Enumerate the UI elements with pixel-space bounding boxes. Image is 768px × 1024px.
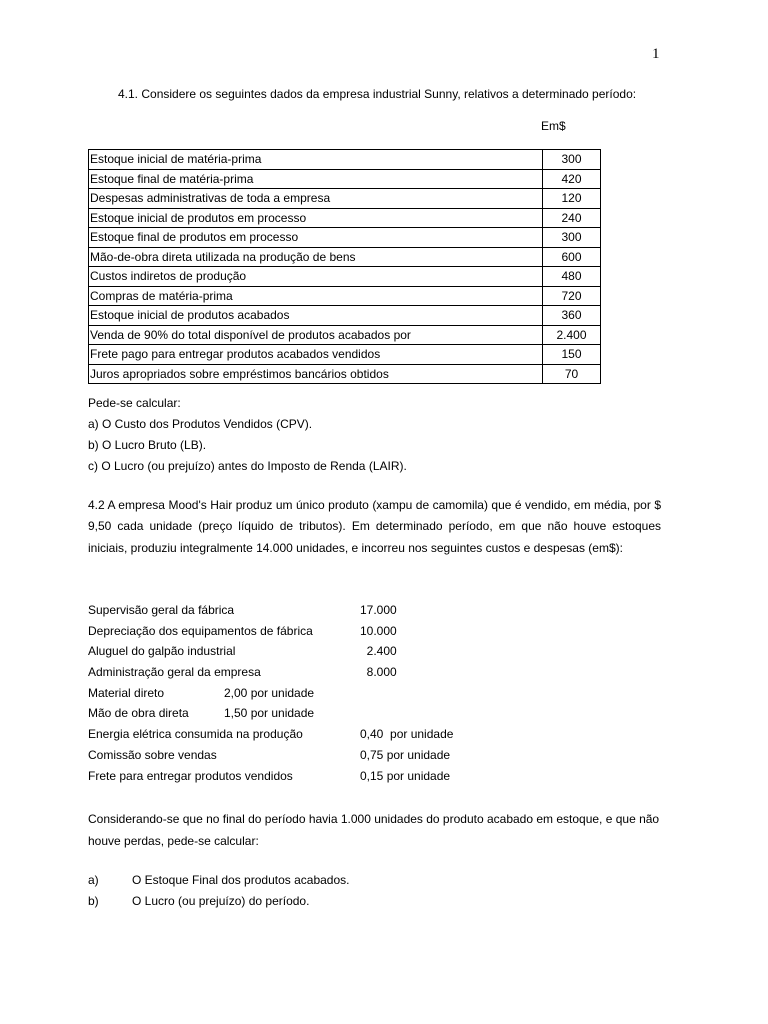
row-label: Custos indiretos de produção — [89, 267, 543, 287]
exercise-2-conclusion: Considerando-se que no final do período havia 1.000 unidades do produto acabado em estoque, e que não houve perdas, pede-se calcular: — [88, 812, 660, 848]
exercise-1-intro-text: 4.1. Considere os seguintes dados da empresa industrial Sunny, relativos a determinado período: — [118, 87, 637, 101]
row-label: Estoque final de matéria-prima — [89, 169, 543, 189]
row-label: Estoque inicial de produtos em processo — [89, 208, 543, 228]
cost-unit-value: 2,00 por unidade — [224, 685, 315, 700]
cost-amount: 0,40 por unidade — [360, 727, 454, 742]
row-value: 600 — [543, 247, 601, 267]
table-row — [89, 286, 601, 306]
row-value: 300 — [543, 150, 601, 170]
row-value: 360 — [543, 306, 601, 326]
exercise-2-intro: 4.2 A empresa Mood's Hair produz um único produto (xampu de camomila) que é vendido, em média, por $ 9,50 cada unidade (preço líquido de tributos). Em determinado período, em que não houve estoques iniciais, produziu integralmente 14.000 unidades, e incorreu nos seguintes custos e despesas (em$): — [88, 498, 661, 555]
row-value: 120 — [543, 189, 601, 209]
question-a: a) O Custo dos Produtos Vendidos (CPV). — [88, 417, 313, 431]
cost-label: Material direto — [88, 685, 165, 700]
cost-label: Depreciação dos equipamentos de fábrica — [88, 623, 313, 638]
table-row — [89, 208, 601, 228]
row-label: Frete pago para entregar produtos acabados vendidos — [89, 345, 543, 365]
row-value: 70 — [543, 364, 601, 384]
question-text: O Lucro (ou prejuízo) do período. — [132, 894, 310, 908]
question-heading: Pede-se calcular: — [88, 396, 181, 410]
row-value: 240 — [543, 208, 601, 228]
row-label: Compras de matéria-prima — [89, 286, 543, 306]
cost-amount: 0,75 por unidade — [360, 747, 451, 762]
cost-unit-value: 1,50 por unidade — [224, 706, 315, 721]
table-row — [89, 345, 601, 365]
table-row — [89, 364, 601, 384]
cost-amount: 10.000 — [360, 623, 397, 638]
table-row — [89, 228, 601, 248]
row-value: 2.400 — [543, 325, 601, 345]
row-label: Estoque inicial de matéria-prima — [89, 150, 543, 170]
unit-label: Em$ — [541, 119, 566, 133]
cost-amount: 2.400 — [360, 644, 397, 659]
table-row — [89, 150, 601, 170]
question-text: O Estoque Final dos produtos acabados. — [132, 873, 350, 887]
table-row — [89, 325, 601, 345]
table-row — [89, 306, 601, 326]
cost-label: Frete para entregar produtos vendidos — [88, 768, 293, 783]
table-row — [89, 189, 601, 209]
row-value: 480 — [543, 267, 601, 287]
question-c: c) O Lucro (ou prejuízo) antes do Imposto de Renda (LAIR). — [88, 459, 407, 473]
exercise-1-intro — [88, 86, 661, 103]
cost-label: Aluguel do galpão industrial — [88, 644, 236, 659]
question-b: b) O Lucro Bruto (LB). — [88, 438, 207, 452]
row-label: Estoque inicial de produtos acabados — [89, 306, 543, 326]
cost-label: Comissão sobre vendas — [88, 747, 217, 762]
row-label: Mão-de-obra direta utilizada na produção de bens — [89, 247, 543, 267]
cost-label: Administração geral da empresa — [88, 665, 261, 680]
cost-amount: 0,15 por unidade — [360, 768, 451, 783]
row-label: Juros apropriados sobre empréstimos bancários obtidos — [89, 364, 543, 384]
question-letter: a) — [88, 873, 99, 887]
exercise-1-questions — [88, 393, 407, 477]
row-label: Despesas administrativas de toda a empresa — [89, 189, 543, 209]
cost-label: Mão de obra direta — [88, 706, 189, 721]
row-value: 720 — [543, 286, 601, 306]
exercise-1-data-table — [88, 149, 601, 384]
question-letter: b) — [88, 894, 99, 908]
cost-label: Supervisão geral da fábrica — [88, 603, 235, 617]
table-row — [89, 267, 601, 287]
row-label: Estoque final de produtos em processo — [89, 228, 543, 248]
row-value: 150 — [543, 345, 601, 365]
table-row — [89, 169, 601, 189]
cost-amount: 8.000 — [360, 665, 397, 680]
table-row — [89, 247, 601, 267]
page-number: 1 — [652, 46, 660, 62]
cost-amount: 17.000 — [360, 603, 397, 617]
cost-label: Energia elétrica consumida na produção — [88, 727, 303, 742]
row-value: 300 — [543, 228, 601, 248]
row-label: Venda de 90% do total disponível de produtos acabados por — [89, 325, 543, 345]
row-value: 420 — [543, 169, 601, 189]
